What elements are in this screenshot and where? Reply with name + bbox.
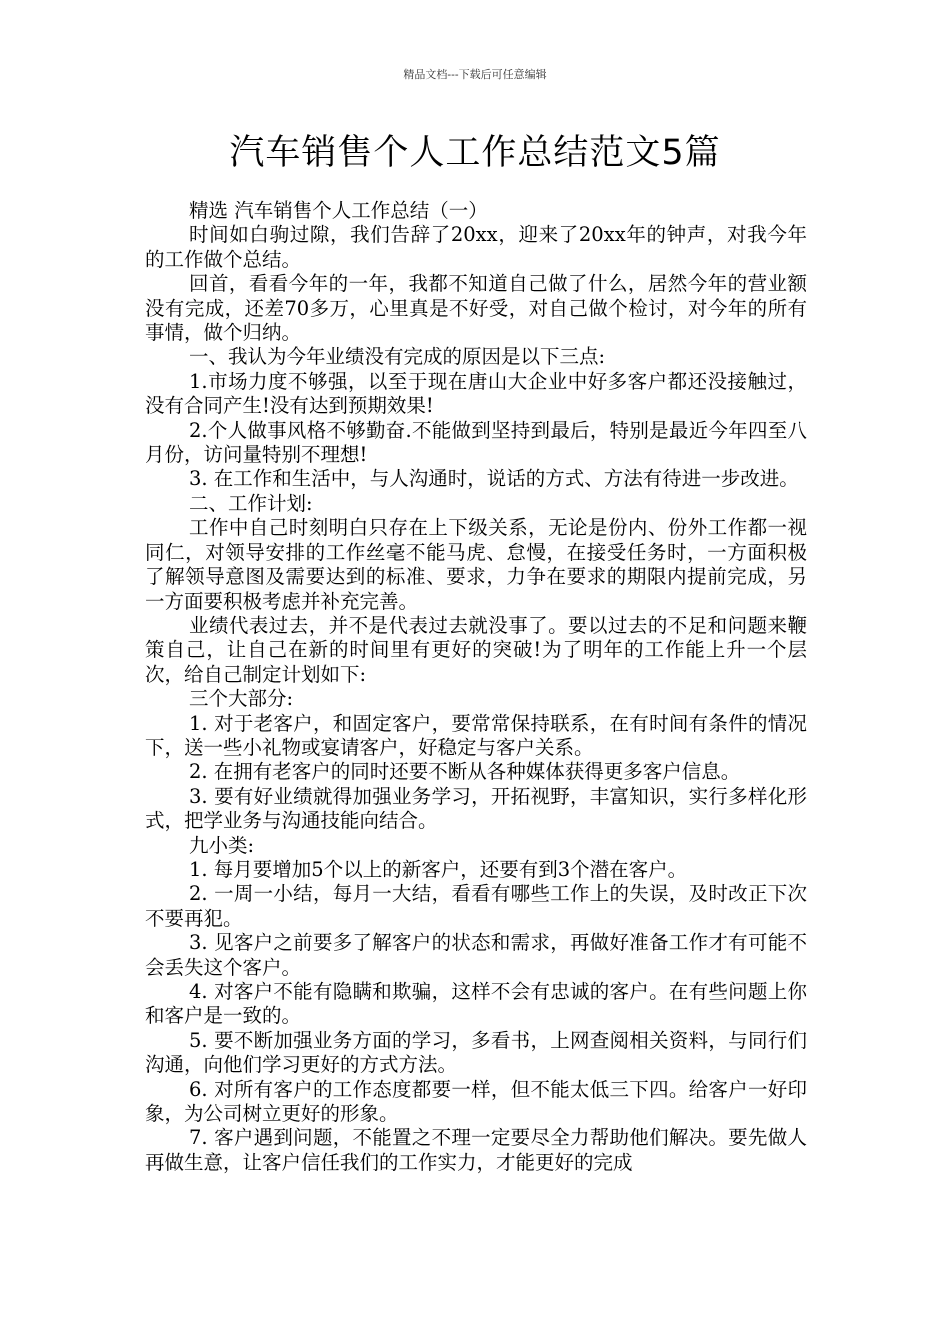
document-title: 汽车销售个人工作总结范文5篇 — [229, 133, 721, 173]
list-item: 6. 对所有客户的工作态度都要一样，但不能太低三下四。给客户一好印象，为公司树立更好的形象。 — [145, 1077, 807, 1126]
list-item: 7. 客户遇到问题，不能置之不理一定要尽全力帮助他们解决。要先做人再做生意，让客户信任我们的工作实力，才能更好的完成 — [145, 1126, 807, 1174]
header-note: 精品文档---下载后可任意编辑 — [403, 68, 547, 81]
list-item: 3. 在工作和生活中，与人沟通时，说话的方式、方法有待进一步改进。 — [189, 467, 799, 491]
list-item: 1. 对于老客户，和固定客户，要常常保持联系，在有时间有条件的情况下，送一些小礼物或宴请客户，好稳定与客户关系。 — [145, 711, 807, 759]
section-heading: 九小类: — [189, 833, 255, 857]
document-body — [145, 199, 807, 1175]
paragraph: 业绩代表过去，并不是代表过去就没事了。要以过去的不足和问题来鞭策自己，让自己在新的时间里有更好的突破!为了明年的工作能上升一个层次，给自己制定计划如下: — [145, 613, 807, 686]
list-item: 3. 见客户之前要多了解客户的状态和需求，再做好准备工作才有可能不会丢失这个客户。 — [145, 931, 807, 979]
list-item: 5. 要不断加强业务方面的学习，多看书，上网查阅相关资料，与同行们沟通，向他们学习更好的方式方法。 — [145, 1028, 807, 1077]
section-heading: 精选 汽车销售个人工作总结（一） — [189, 199, 488, 222]
paragraph: 工作中自己时刻明白只存在上下级关系，无论是份内、份外工作都一视同仁，对领导安排的工作丝毫不能马虎、怠慢，在接受任务时，一方面积极了解领导意图及需要达到的标准、要求，力争在要求的期限内提前完成，另一方面要积极考虑并补充完善。 — [145, 516, 807, 613]
section-heading: 三个大部分: — [189, 687, 294, 711]
list-item: 3. 要有好业绩就得加强业务学习，开拓视野，丰富知识，实行多样化形式，把学业务与沟通技能向结合。 — [145, 784, 807, 833]
list-item: 4. 对客户不能有隐瞒和欺骗，这样不会有忠诚的客户。在有些问题上你和客户是一致的。 — [145, 980, 807, 1028]
section-heading: 一、我认为今年业绩没有完成的原因是以下三点: — [189, 345, 606, 369]
list-item: 1. 每月要增加5个以上的新客户，还要有到3个潜在客户。 — [189, 857, 688, 881]
paragraph: 回首，看看今年的一年，我都不知道自己做了什么，居然今年的营业额没有完成，还差70多万，心里真是不好受，对自己做个检讨，对今年的所有事情，做个归纳。 — [145, 272, 807, 345]
list-item: 2.个人做事风格不够勤奋.不能做到坚持到最后，特别是最近今年四至八月份，访问量特别不理想! — [145, 418, 807, 467]
paragraph: 时间如白驹过隙，我们告辞了20xx，迎来了20xx年的钟声，对我今年的工作做个总结。 — [145, 223, 807, 271]
list-item: 2. 一周一小结，每月一大结，看看有哪些工作上的失误，及时改正下次不要再犯。 — [145, 882, 807, 930]
section-heading: 二、工作计划: — [189, 491, 313, 515]
list-item: 1.市场力度不够强，以至于现在唐山大企业中好多客户都还没接触过，没有合同产生!没有达到预期效果! — [145, 369, 807, 418]
list-item: 2. 在拥有老客户的同时还要不断从各种媒体获得更多客户信息。 — [189, 760, 741, 784]
